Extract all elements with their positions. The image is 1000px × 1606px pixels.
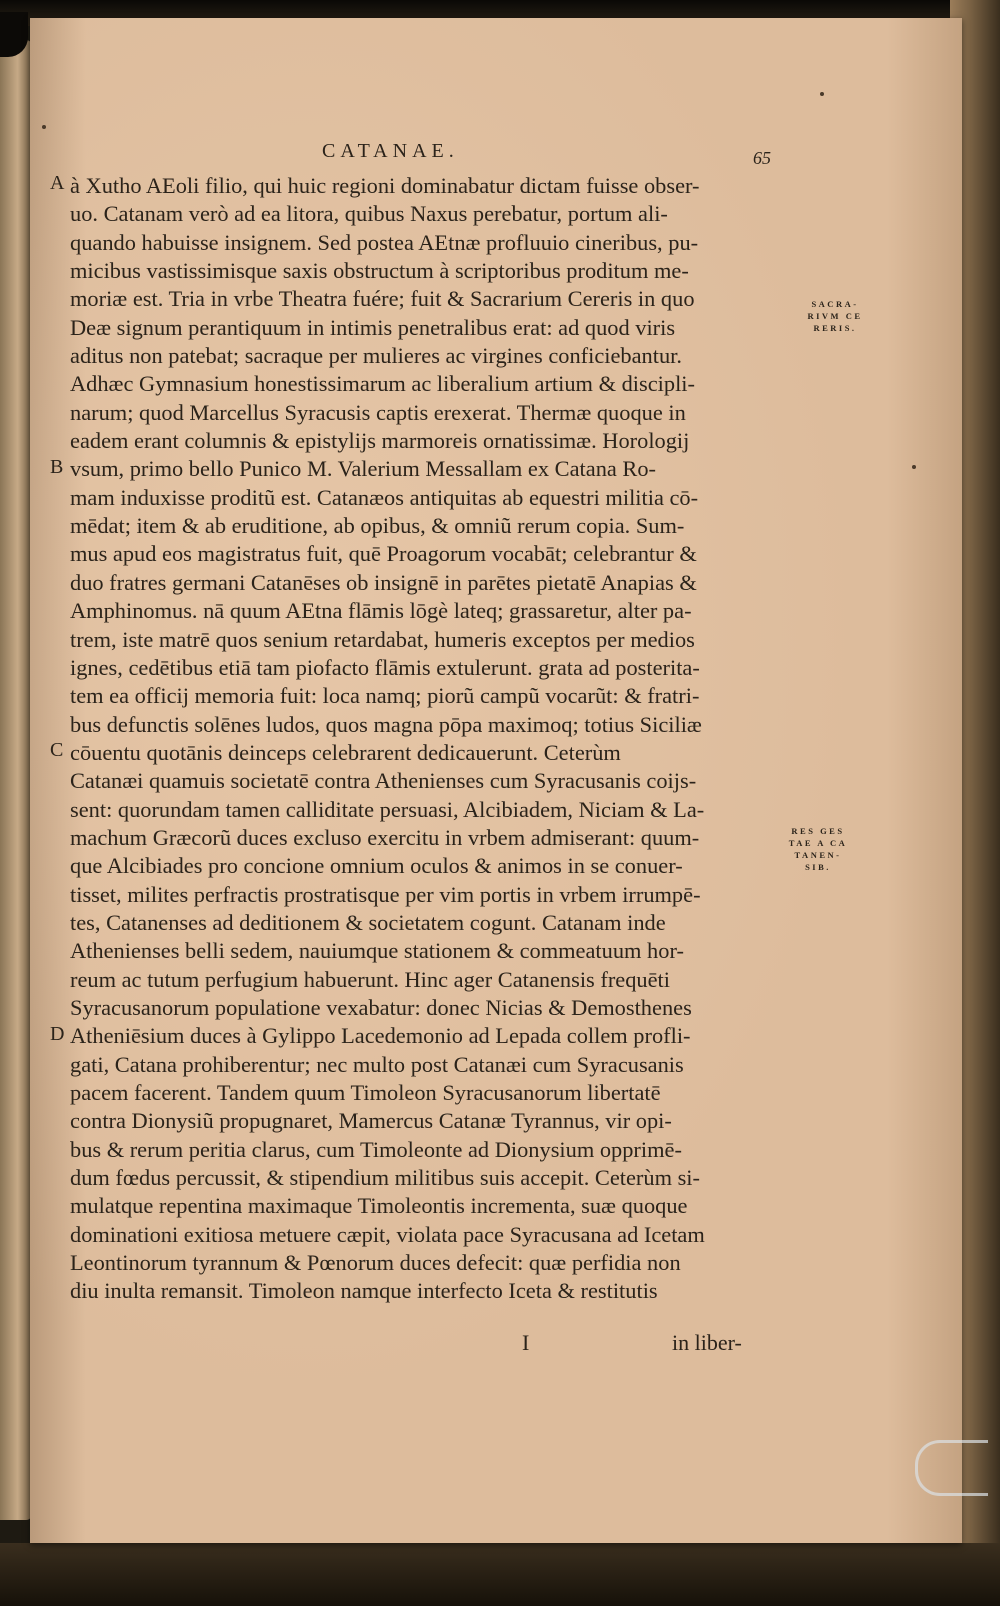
text-line: Catanæi quamuis societatē contra Athenienses cum Syracusanis coijs- [70,768,697,794]
text-line: vsum, primo bello Punico M. Valerium Messallam ex Catana Ro- [70,456,657,482]
text-line: tisset, milites perfractis prostratisque per vim portis in vrbem irrumpē- [70,881,701,907]
body-text [70,172,775,1306]
section-marker: C [50,739,64,761]
text-line: uo. Catanam verò ad ea litora, quibus Naxus perebatur, portum ali- [70,201,668,227]
text-line: bus & rerum peritia clarus, cum Timoleonte ad Dionysium opprimē- [70,1136,682,1162]
text-line: dum fœdus percussit, & stipendium militibus suis accepit. Ceterùm si- [70,1165,700,1191]
text-line: tes, Catanenses ad deditionem & societatem cogunt. Catanam inde [70,909,666,935]
text-line: mus apud eos magistratus fuit, quē Proagorum vocabāt; celebrantur & [70,541,697,567]
text-line: quando habuisse insignem. Sed postea AEtnæ profluuio cineribus, pu- [70,229,699,255]
folio-number: 65 [753,148,771,168]
marginal-note-line: TAE A CA [788,838,848,848]
signature-mark: I [522,1330,530,1355]
paper-clip [915,1440,988,1496]
marginal-note-line: RERIS. [813,323,857,333]
running-head: CATANAE. [322,140,459,162]
text-line: eadem erant columnis & epistylijs marmoreis ornatissimæ. Horologij [70,428,690,454]
text-line: Syracusanorum populatione vexabatur: donec Nicias & Demosthenes [70,994,692,1020]
text-line: narum; quod Marcellus Syracusis captis erexerat. Thermæ quoque in [70,399,686,425]
text-line: machum Græcorũ duces excluso exercitu in vrbem admiserant: quum- [70,824,700,850]
text-line: ignes, cedētibus etiā tam piofacto flāmis extulerunt. grata ad posterita- [70,654,700,680]
text-line: trem, iste matrē quos senium retardabat, humeris exceptos per medios [70,626,695,652]
text-line: que Alcibiades pro concione omnium oculos & animos in se conuer- [70,853,683,879]
text-line: sent: quorundam tamen calliditate persuasi, Alcibiadem, Niciam & La- [70,796,705,822]
text-line: mēdat; item & ab eruditione, ab opibus, & omniũ rerum copia. Sum- [70,513,685,539]
section-marker: B [50,455,64,478]
text-line: cōuentu quotānis deinceps celebrarent dedicauerunt. Ceterùm [70,739,621,765]
marginal-note-line: SACRA- [811,299,859,309]
text-line: micibus vastissimisque saxis obstructum à scriptoribus proditum me- [70,258,689,284]
text-line: mulatque repentina maximaque Timoleontis incrementa, suæ quoque [70,1193,688,1219]
marginal-note-line: TANEN- [794,850,842,860]
text-line: Leontinorum tyrannum & Pœnorum duces defecit: quæ perfidia non [70,1250,681,1276]
text-line: diu inulta remansit. Timoleon namque interfecto Iceta & restitutis [70,1278,658,1304]
text-line: contra Dionysiũ propugnaret, Mamercus Catanæ Tyrannus, vir opi- [70,1108,672,1134]
text-line: bus defunctis solēnes ludos, quos magna pōpa maximoq; totius Siciliæ [70,711,702,737]
text-line: Adhæc Gymnasium honestissimarum ac liberalium artium & discipli- [70,371,695,397]
text-line: reum ac tutum perfugium habuerunt. Hinc ager Catanensis frequēti [70,966,670,992]
bottom-shadow [0,1543,1000,1606]
section-marker: D [50,1022,65,1045]
facing-page-edge [0,40,32,1520]
text-line: Atheniēsium duces à Gylippo Lacedemonio ad Lepada collem profli- [70,1023,691,1049]
text-line: Deæ signum perantiquum in intimis penetralibus erat: ad quod viris [70,314,676,340]
text-line: gati, Catana prohiberentur; nec multo post Catanæi cum Syracusanis [70,1051,684,1077]
marginal-note-sacrarium [790,298,880,334]
text-line: moriæ est. Tria in vrbe Theatra fuére; fuit & Sacrarium Cereris in quo [70,286,695,312]
section-marker: A [50,172,65,194]
text-line: duo fratres germani Catanēses ob insignē in parētes pietatē Anapias & [70,569,697,595]
text-line: à Xutho AEoli filio, qui huic regioni dominabatur dictam fuisse obser- [70,173,700,198]
text-line: dominationi exitiosa metuere cæpit, violata pace Syracusana ad Icetam [70,1221,705,1247]
marginal-note-line: RIVM CE [807,311,863,321]
marginal-note-line: RES GES [791,826,845,836]
text-line: tem ea officij memoria fuit: loca namq; piorũ campũ vocarũt: & fratri- [70,683,700,709]
text-line: Athenienses belli sedem, nauiumque stationem & commeatuum hor- [70,938,684,964]
text-line: Amphinomus. nā quum AEtna flāmis lōgè lateq; grassaretur, alter pa- [70,598,692,624]
text-line: pacem facerent. Tandem quum Timoleon Syracusanorum libertatē [70,1080,661,1105]
marginal-note-res-gestae [773,825,863,873]
text-line: mam induxisse proditũ est. Catanæos antiquitas ab equestri militia cō- [70,484,699,510]
marginal-note-line: SIB. [805,862,831,872]
catchword: in liber- [672,1330,742,1355]
text-line: aditus non patebat; sacraque per mulieres ac virgines conficiebantur. [70,343,682,369]
